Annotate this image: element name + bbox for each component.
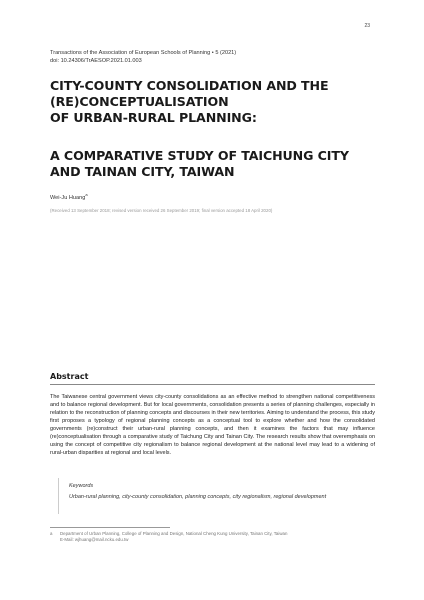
abstract-body: The Taiwanese central government views city-county consolidations as an effective method to strengthen national competitiveness and to balance regional development. But for local governments, consolidation presents a series of planning challenges, especially in relation to the reconstruction of planning concepts and discourses in their new territories. Aiming to understand the process, this study first proposes a typology of regional planning concepts as a conceptual tool to explore whether and how the consolidated governments (re)construct their urban-rural planning concepts, and then it examines the factors that may influence (re)conceptualisation through a comparative study of Taichung City and Tainan City. The research results show that overemphasis on using the concept of competitive city regionalism to balance regional development at the national level may lead to a widening of rural-urban disparities at regional and local levels. bbox=[50, 394, 375, 457]
footnote-mark: a bbox=[50, 531, 53, 536]
keywords-bar bbox=[58, 478, 59, 514]
doi: doi: 10.24306/TrAESOP.2021.01.003 bbox=[50, 58, 142, 64]
author bbox=[50, 192, 88, 201]
subtitle-line-2: AND TAINAN CITY, TAIWAN bbox=[50, 164, 235, 179]
author-affiliation-mark: a bbox=[85, 192, 88, 197]
footnote-divider bbox=[50, 527, 170, 528]
footnote-email: E-Mail: wjhuang@mail.ncku.edu.tw bbox=[60, 537, 129, 542]
title-line-1: CITY-COUNTY CONSOLIDATION AND THE bbox=[50, 78, 329, 93]
article-title bbox=[50, 78, 380, 126]
journal-header bbox=[50, 49, 236, 65]
keywords-list: Urban-rural planning, city-county consolidation, planning concepts, city regionalism, regional development bbox=[69, 494, 327, 500]
footnote-affiliation: Department of Urban Planning, College of Planning and Design, National Cheng Kung University, Tainan City, Taiwan bbox=[60, 531, 288, 536]
title-line-3: OF URBAN-RURAL PLANNING: bbox=[50, 110, 257, 125]
subtitle-line-1: A COMPARATIVE STUDY OF TAICHUNG CITY bbox=[50, 148, 349, 163]
author-name: Wei-Ju Huang bbox=[50, 194, 86, 201]
abstract-divider bbox=[50, 384, 375, 385]
page-number: 23 bbox=[364, 23, 370, 29]
keywords-heading: Keywords bbox=[69, 483, 94, 489]
title-line-2: (RE)CONCEPTUALISATION bbox=[50, 94, 229, 109]
affiliation-footnote bbox=[50, 531, 380, 543]
abstract-heading: Abstract bbox=[50, 372, 89, 381]
article-subtitle bbox=[50, 148, 380, 180]
received-dates: (Received 13 September 2018; revised version received 26 September 2019; final version accepted 18 April 2020) bbox=[50, 208, 273, 213]
journal-citation: Transactions of the Association of European Schools of Planning • 5 (2021) bbox=[50, 50, 237, 56]
